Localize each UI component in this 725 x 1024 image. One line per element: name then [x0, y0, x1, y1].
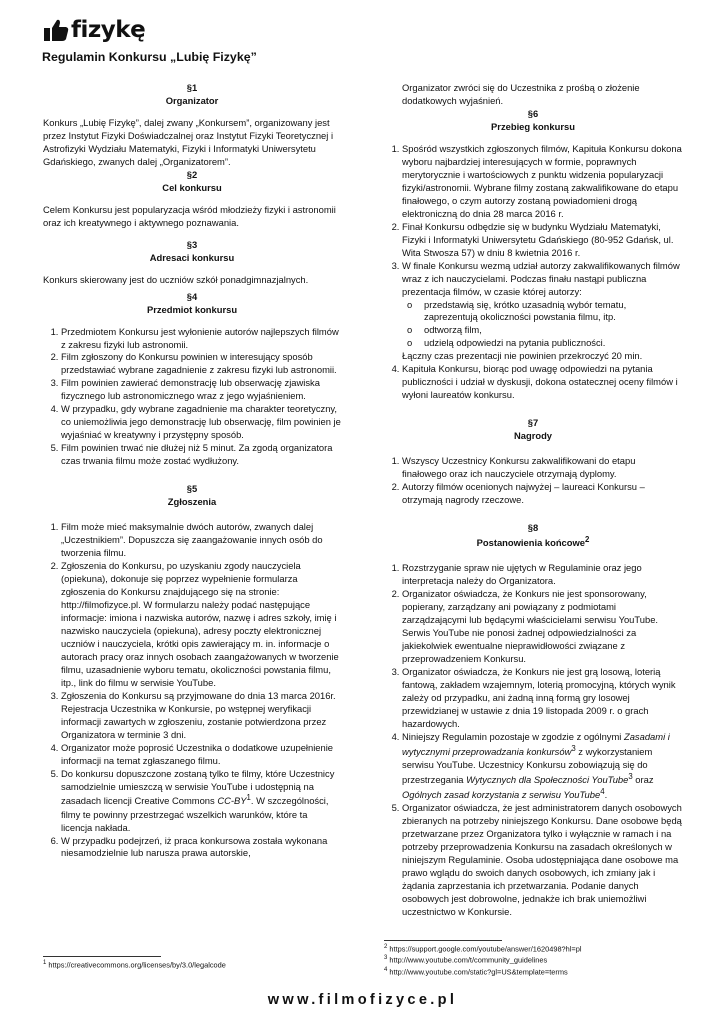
list-item: 1. Rozstrzyganie spraw nie ujętych w Regulaminie oraz jego interpretacja należy do Organizatora. [402, 562, 682, 588]
section-number: §2 [186, 168, 198, 180]
license-name: CC-BY [217, 795, 247, 807]
list-item: 2. Autorzy filmów ocenionych najwyżej – laureaci Konkursu – otrzymają nagrody rzeczowe. [402, 481, 682, 507]
footnote-link[interactable]: http://www.youtube.com/static?gl=US&template=terms [389, 967, 568, 977]
list-item: 1. Film może mieć maksymalnie dwóch autorów, zwanych dalej „Uczestnikiem”. Dopuszcza się zaangażowanie innych osób do tworzenia filmu. [61, 521, 341, 560]
footnote-ref[interactable]: 4 [600, 786, 605, 796]
document-name: Wytycznych dla Społeczności YouTube [466, 773, 629, 785]
list-item-text: oraz [632, 773, 654, 785]
list-item: 4. W przypadku, gdy wybrane zagadnienie ma charakter teoretyczny, co uniemożliwia jego demonstrację lub obserwację, film powinien je wyjaśniać w kreatywny i przystępny sposób. [61, 403, 341, 442]
footnote-link[interactable]: https://support.google.com/youtube/answer/1620498?hl=pl [389, 944, 582, 954]
footnote-number: 3 [384, 955, 388, 962]
list-item-text: Niniejszy Regulamin pozostaje w zgodzie z ogólnymi [402, 730, 624, 742]
list-item: 5. Film powinien trwać nie dłużej niż 5 minut. Za zgodą organizatora czas trwania filmu może zostać wydłużony. [61, 442, 341, 468]
list-item: 6. W przypadku podejrzeń, iż praca konkursowa została wykonana niesamodzielnie lub narusza prawa autorskie, [61, 835, 341, 861]
footnote-link[interactable]: https://creativecommons.org/licenses/by/3.0/legalcode [48, 960, 226, 970]
section-title: Zgłoszenia [167, 496, 217, 508]
footnotes [43, 956, 341, 970]
footnote-ref[interactable]: 3 [571, 743, 576, 753]
section-title: Przedmiot konkursu [146, 303, 238, 315]
sub-list-item: o udzielą odpowiedzi na pytania publiczności. [424, 337, 682, 350]
section-number: §6 [527, 107, 539, 119]
section-text: Konkurs skierowany jest do uczniów szkół ponadgimnazjalnych. [43, 273, 309, 285]
list-item: 3. Organizator oświadcza, że Konkurs nie jest grą losową, loterią fantową, zakładem wzajemnym, loterią promocyjną, których wynik zależy od przypadku, ani żadną inną formą gry losowej przewidzianej w ustawie z dnia 19 listopada 2009 r. o grach hazardowych. [402, 666, 682, 731]
list-item-text: . W szczególności, filmy te powinny przestrzegać wszelkich warunków, które ta licencja nakłada. [61, 795, 329, 833]
footnote-ref[interactable]: 2 [585, 535, 590, 545]
sub-list [402, 299, 682, 351]
section-title-text: Postanowienia końcowe [476, 537, 585, 549]
section-title: Organizator [165, 94, 219, 106]
sub-list-item: o odtworzą film, [424, 324, 682, 337]
list-item-text: z wykorzystaniem serwisu YouTube. Uczestnicy Konkursu zobowiązują się do przestrzegania [402, 745, 653, 785]
list-item-text: . [604, 788, 608, 800]
section-number: §8 [527, 522, 539, 534]
section-number: §7 [527, 417, 539, 429]
list-item [402, 731, 682, 802]
footnote-number: 4 [384, 966, 388, 973]
section-text: Celem Konkursu jest popularyzacja wśród młodzieży fizyki i astronomii oraz ich kreatywnego i aktywnego poznawania. [43, 203, 336, 228]
list-item [402, 260, 682, 364]
document-name: Zasadami i wytycznymi przeprowadzania konkursów [402, 730, 670, 757]
numbered-list [384, 143, 682, 402]
list-item: 1. Przedmiotem Konkursu jest wyłonienie autorów najlepszych filmów z zakresu fizyki lub astronomii. [61, 326, 341, 352]
footnotes [384, 940, 682, 977]
footnote [384, 943, 682, 954]
list-item: 4. Kapituła Konkursu, biorąc pod uwagę odpowiedzi na pytania publiczności i udział w dyskusji, dokona ostatecznej oceny filmów i wyłoni laureatów konkursu. [402, 363, 682, 402]
list-item: 2. Zgłoszenia do Konkursu, po uzyskaniu zgody nauczyciela (opiekuna), dokonuje się poprzez wypełnienie formularza zgłoszenia do Konkursu znajdującego się na stronie: http://filmofizyce.pl. W formularzu należy podać następujące informacje: imiona i nazwiska autorów, nazwę i adres szkoły, imię i nazwisko nauczyciela (opiekuna), adresy poczty elektronicznej uczniów i nauczyciela, krótki opis zawierający m. in. informacje o autorach pracy oraz innych osobach zaangażowanych w tworzenie filmu, uzasadnienie wyboru tematu, okoliczności powstania filmu, itp., link do filmu w serwisie YouTube. [61, 560, 341, 690]
footnote-ref[interactable]: 3 [628, 771, 633, 781]
footnote [384, 954, 682, 965]
numbered-list [384, 562, 682, 919]
list-item: 3. Zgłoszenia do Konkursu są przyjmowane do dnia 13 marca 2016r. Rejestracja Uczestnika w Konkursie, po wstępnej weryfikacji informacji zawartych w zgłoszeniu, zostanie potwierdzona przez Organizatora w terminie 3 dni. [61, 690, 341, 742]
list-item: 2. Finał Konkursu odbędzie się w budynku Wydziału Matematyki, Fizyki i Informatyki Uniwersytetu Gdańskiego (80-952 Gdańsk, ul. Wita Stwosza 57) w dniu 8 kwietnia 2016 r. [402, 221, 682, 260]
numbered-list [43, 326, 341, 469]
footnote-number: 1 [43, 960, 47, 966]
section-title [384, 535, 682, 550]
footnote [384, 966, 682, 977]
sub-list-item: o przedstawią się, krótko uzasadnią wybór tematu, zaprezentują okoliczności powstania filmu, itp. [424, 299, 682, 325]
section-number: §4 [186, 290, 198, 302]
list-item: 4. Organizator może poprosić Uczestnika o dodatkowe uzupełnienie informacji na temat zgłaszanego filmu. [61, 742, 341, 768]
list-item: 1. Wszyscy Uczestnicy Konkursu zakwalifikowani do etapu finałowego oraz ich nauczyciele otrzymają dyplomy. [402, 455, 682, 481]
list-item: 2. Film zgłoszony do Konkursu powinien w interesujący sposób przedstawiać wybrane zagadnienie z zakresu fizyki lub astronomii. [61, 351, 341, 377]
section-number: §1 [186, 82, 198, 93]
website-footer[interactable]: www.filmofizyce.pl [267, 992, 458, 1008]
list-item: 3. Film powinien zawierać demonstrację lub obserwację zjawiska fizycznego lub astronomicznego wraz z jego wyjaśnieniem. [61, 377, 341, 403]
right-column [384, 82, 682, 919]
list-item: 1. Spośród wszystkich zgłoszonych filmów, Kapituła Konkursu dokona wyboru najbardziej interesujących w formie, poprawnych merytorycznie i wartościowych z punktu widzenia popularyzacji fizyki/astronomii. Wybrane filmy zostaną zakwalifikowane do etapu finałowego, o czym autorzy zostaną powiadomieni drogą elektroniczną do dnia 28 marca 2016 r. [402, 143, 682, 221]
logo-text: fizykę [71, 16, 146, 43]
section-number: §5 [186, 483, 198, 495]
numbered-list [384, 455, 682, 507]
left-column [43, 82, 341, 860]
list-item [61, 768, 341, 835]
section-title: Cel konkursu [162, 181, 222, 193]
numbered-list [43, 521, 341, 860]
list-item-continuation: Organizator zwróci się do Uczestnika z prośbą o złożenie dodatkowych wyjaśnień. [402, 82, 640, 106]
thumbs-up-icon [43, 18, 69, 42]
list-item: 5. Organizator oświadcza, że jest administratorem danych osobowych zbieranych na potrzeby niniejszego Konkursu. Dane osobowe będą przetwarzane przez Organizatora tylko i wyłącznie w ramach i na potrzeby przeprowadzenia Konkursu na zasadach określonych w niniejszym Regulaminie. Osoba udostępniająca dane osobowe ma prawo wglądu do swoich danych osobowych, ich zmiany jak i żądania zaprzestania ich przetwarzania. Podanie danych osobowych jest dobrowolne, jednakże ich brak uniemożliwi uczestnictwo w Konkursie. [402, 802, 682, 919]
footnote [43, 959, 341, 970]
section-text: Konkurs „Lubię Fizykę”, dalej zwany „Konkursem”, organizowany jest przez Instytut Fizyki Doświadczalnej oraz Instytut Fizyki Teoretycznej i Astrofizyki Wydziału Matematyki, Fizyki i Informatyki Uniwersytetu Gdańskiego, zwanych dalej „Organizatorem”. [43, 116, 334, 167]
list-item-text: W finale Konkursu wezmą udział autorzy zakwalifikowanych filmów wraz z ich nauczycielami. Podczas finału nastąpi publiczna prezentacja filmów, w czasie której autorzy: [402, 259, 680, 297]
section-number: §3 [186, 238, 198, 250]
list-item-text: Do konkursu dopuszczone zostaną tylko te filmy, które Uczestnicy samodzielnie umieszczą w serwisie YouTube i udostępnią na zasadach licencji Creative Commons [61, 767, 335, 807]
section-title: Adresaci konkursu [149, 251, 235, 263]
logo [43, 18, 145, 42]
footnote-number: 2 [384, 944, 388, 950]
document-title: Regulamin Konkursu „Lubię Fizykę” [42, 50, 257, 64]
footnote-link[interactable]: http://www.youtube.com/t/community_guidelines [389, 955, 548, 965]
time-note: Łączny czas prezentacji nie powinien przekroczyć 20 min. [402, 350, 643, 362]
footnote-ref[interactable]: 1 [246, 793, 251, 803]
section-title: Przebieg konkursu [491, 120, 575, 132]
document-name: Ogólnych zasad korzystania z serwisu YouTube [402, 788, 601, 800]
list-item: 2. Organizator oświadcza, że Konkurs nie jest sponsorowany, popierany, zarządzany ani powiązany z podmiotami zarządzającymi lub będącymi właścicielami serwisu YouTube. Serwis YouTube nie ponosi żadnej odpowiedzialności za jakiekolwiek ewentualne nieprawidłowości związane z przeprowadzeniem Konkursu. [402, 588, 682, 666]
section-title: Nagrody [513, 430, 553, 442]
